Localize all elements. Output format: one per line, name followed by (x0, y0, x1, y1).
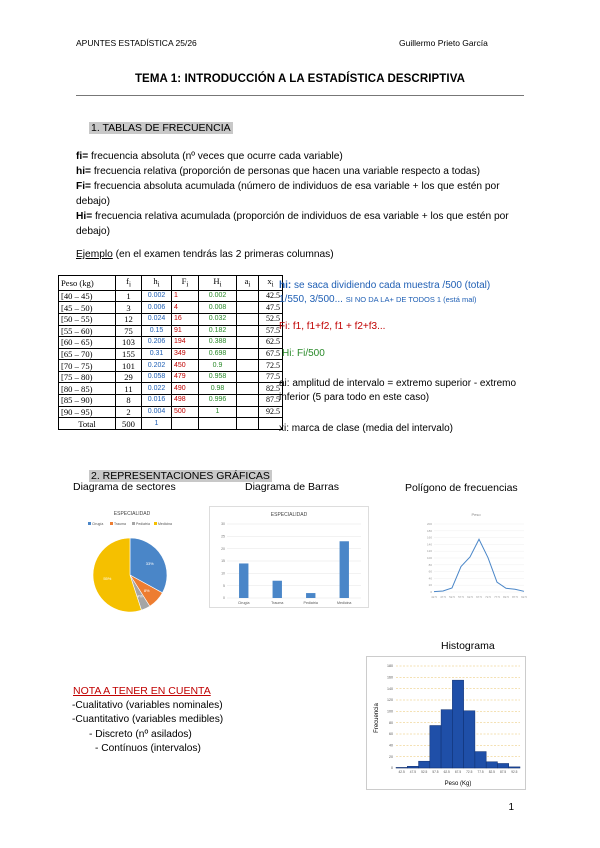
cell-Hi: 0.9 (199, 360, 237, 372)
hist-ytick: 100 (387, 709, 393, 714)
cell-total-label: Total (59, 418, 116, 430)
hist-xtick: 57.5 (432, 770, 439, 774)
cell-hi: 0.022 (142, 383, 172, 395)
line-ytick: 0 (430, 590, 432, 594)
cell-Fi: 479 (172, 371, 199, 383)
bar-ytick: 25 (221, 534, 225, 539)
section1-title: 1. TABLAS DE FRECUENCIA (91, 122, 231, 134)
pie-legend-swatch (88, 522, 91, 525)
col-peso: Peso (kg) (59, 276, 116, 291)
cell-xi: 77.5 (259, 371, 283, 383)
line-ytick: 40 (428, 576, 432, 581)
table-row (59, 348, 283, 360)
bar-ytick: 10 (221, 571, 225, 576)
col-Fi: $F_i$ (172, 276, 199, 291)
cell-Hi: 0.182 (199, 325, 237, 337)
col-fi: $f_i$ (116, 276, 142, 291)
pie-chart (82, 505, 182, 613)
col-hi: $h_i$ (142, 276, 172, 291)
hist-bar (407, 766, 418, 768)
bar (273, 581, 282, 598)
cell-peso: [50 – 55) (59, 313, 116, 325)
cell-Hi: 0.996 (199, 395, 237, 407)
cell-xi: 67.5 (259, 348, 283, 360)
bar-title: ESPECIALIDAD (270, 512, 308, 518)
cell-Fi: 16 (172, 313, 199, 325)
table-total-row (59, 418, 283, 430)
hist-ytick: 0 (391, 766, 393, 771)
line-xtick: 57.5 (458, 595, 464, 599)
cell-peso: [80 – 85) (59, 383, 116, 395)
cell-peso: [90 – 95) (59, 406, 116, 418)
line-ytick: 100 (426, 556, 432, 560)
hist-xtick: 42.5 (398, 770, 405, 774)
cell-hi: 0.006 (142, 302, 172, 314)
cell-Hi: 1 (199, 406, 237, 418)
table-row (59, 337, 283, 349)
cell-Fi: 1 (172, 290, 199, 302)
cell-ai (237, 383, 259, 395)
bar-xtick: Trauma (271, 601, 284, 605)
definition-term: fi= (76, 151, 89, 162)
cell-fi: 155 (116, 348, 142, 360)
pie-slice-label: 8% (143, 588, 150, 594)
cell-fi: 101 (116, 360, 142, 372)
label-histograma: Histograma (441, 640, 495, 652)
hist-bar (452, 680, 463, 768)
header-left: APUNTES ESTADÍSTICA 25/26 (76, 38, 197, 48)
line-ytick: 180 (426, 528, 432, 533)
cell-Fi: 4 (172, 302, 199, 314)
nota-item: -Cuantitativo (variables medibles) (72, 714, 224, 725)
cell-Hi: 0.98 (199, 383, 237, 395)
header-right: Guillermo Prieto García (399, 38, 488, 48)
note-hi-warning: SI NO DA LA+ DE TODOS 1 (está mal) (345, 295, 477, 304)
cell-ai (237, 371, 259, 383)
note-xi: xi: marca de clase (media del intervalo) (279, 423, 453, 434)
histogram-chart (366, 656, 526, 790)
definition-Fi (76, 179, 524, 209)
histogram-xlabel: Peso (Kg) (444, 781, 472, 787)
definition-text: frecuencia absoluta (nº veces que ocurre cada variable) (88, 151, 343, 162)
page-title: TEMA 1: INTRODUCCIÓN A LA ESTADÍSTICA DESCRIPTIVA (134, 73, 466, 85)
cell-xi: 62.5 (259, 337, 283, 349)
cell-peso: [85 – 90) (59, 395, 116, 407)
hist-xtick: 92.5 (511, 770, 518, 774)
nota-title: NOTA A TENER EN CUENTA (73, 685, 211, 697)
line-xtick: 62.5 (467, 595, 473, 599)
cell-xi: 72.5 (259, 360, 283, 372)
line-xtick: 47.5 (440, 595, 446, 599)
note-ai: ai: amplitud de intervalo = extremo superior - extremo inferior (5 para todo en este caso) (279, 378, 517, 403)
cell-peso: [60 – 65) (59, 337, 116, 349)
cell-fi: 3 (116, 302, 142, 314)
hist-bar (419, 761, 430, 768)
cell-fi: 2 (116, 406, 142, 418)
pie-legend-label: Cirugía (92, 522, 104, 526)
col-xi: $x_i$ (259, 276, 283, 291)
hist-ytick: 20 (389, 754, 393, 759)
pie-legend-swatch (154, 522, 157, 525)
cell-fi: 29 (116, 371, 142, 383)
cell-empty (237, 418, 259, 430)
cell-xi: 82.5 (259, 383, 283, 395)
cell-xi: 47.5 (259, 302, 283, 314)
bar-ytick: 20 (221, 546, 225, 551)
line-title: Peso (471, 512, 481, 517)
definition-term: Hi= (76, 211, 93, 222)
line-xtick: 42.5 (431, 595, 437, 599)
pie-legend-label: Pediatría (136, 522, 151, 526)
cell-hi: 0.15 (142, 325, 172, 337)
bar-xtick: Cirugía (237, 601, 250, 605)
definition-term: hi= (76, 166, 92, 177)
note-Hi: Hi: Fi/500 (282, 348, 325, 359)
table-row (59, 325, 283, 337)
section2-title: 2. REPRESENTACIONES GRÁFICAS (91, 470, 270, 482)
table-row (59, 406, 283, 418)
hist-xtick: 47.5 (409, 770, 417, 774)
cell-ai (237, 395, 259, 407)
page-number: 1 (508, 802, 514, 813)
hist-ytick: 40 (389, 743, 393, 748)
cell-fi: 8 (116, 395, 142, 407)
hist-ytick: 180 (387, 664, 393, 669)
definition-hi (76, 164, 524, 179)
pie-legend-swatch (110, 522, 113, 525)
bar-ytick: 5 (223, 583, 225, 588)
definition-term: Fi= (76, 181, 92, 192)
cell-Hi: 0.032 (199, 313, 237, 325)
hist-xtick: 72.5 (466, 770, 473, 774)
cell-peso: [75 – 80) (59, 371, 116, 383)
nota-item: -Cualitativo (variables nominales) (72, 700, 223, 711)
line-xtick: 77.5 (494, 595, 500, 599)
cell-Fi: 498 (172, 395, 199, 407)
line-xtick: 67.5 (476, 595, 482, 599)
line-xtick: 52.5 (449, 595, 455, 599)
label-sectores: Diagrama de sectores (73, 481, 176, 493)
definition-text: frecuencia relativa acumulada (proporción de individuos de esa variable + los que estén por debajo) (76, 211, 509, 237)
note-hi-text: se saca dividiendo cada muestra /500 (total) (291, 280, 491, 291)
definition-text: frecuencia relativa (proporción de personas que hacen una variable respecto a todas) (91, 166, 481, 177)
table-row (59, 360, 283, 372)
cell-fi: 1 (116, 290, 142, 302)
cell-peso: [45 – 50) (59, 302, 116, 314)
cell-Fi: 500 (172, 406, 199, 418)
bar-xtick: Medicina (337, 601, 352, 605)
cell-hi: 0.004 (142, 406, 172, 418)
hist-xtick: 62.5 (443, 770, 450, 774)
cell-Hi: 0.002 (199, 290, 237, 302)
cell-Hi: 0.958 (199, 371, 237, 383)
note-hi-example: 1/550, 3/500... (279, 294, 346, 305)
table-row (59, 313, 283, 325)
note-hi-term: hi: (279, 280, 292, 291)
hist-xtick: 82.5 (488, 770, 495, 774)
bar (340, 541, 349, 598)
table-row (59, 383, 283, 395)
line-ytick: 140 (426, 542, 432, 547)
bar-chart (209, 506, 369, 608)
bar-ytick: 0 (223, 596, 225, 601)
col-ai: $a_i$ (237, 276, 259, 291)
definition-Hi (76, 209, 524, 239)
line-xtick: 87.5 (512, 595, 518, 599)
cell-empty (199, 418, 237, 430)
bar (306, 593, 315, 598)
nota-item: - Contínuos (intervalos) (95, 743, 201, 754)
cell-ai (237, 302, 259, 314)
cell-hi: 0.016 (142, 395, 172, 407)
pie-title: ESPECIALIDAD (113, 511, 151, 517)
nota-item: - Discreto (nº asilados) (89, 729, 192, 740)
table-row (59, 290, 283, 302)
cell-ai (237, 325, 259, 337)
cell-xi: 42.5 (259, 290, 283, 302)
cell-ai (237, 406, 259, 418)
hist-bar (509, 767, 520, 768)
hist-bar (441, 710, 452, 768)
cell-xi: 92.5 (259, 406, 283, 418)
cell-hi: 0.058 (142, 371, 172, 383)
table-row (59, 371, 283, 383)
note-hi (279, 279, 529, 307)
cell-peso: [40 – 45) (59, 290, 116, 302)
cell-xi: 87.5 (259, 395, 283, 407)
line-ytick: 80 (428, 562, 432, 567)
cell-fi: 75 (116, 325, 142, 337)
bar-ytick: 30 (221, 522, 225, 527)
pie-slice-label: 4% (136, 593, 143, 599)
cell-fi: 11 (116, 383, 142, 395)
pie-slice-label: 33% (145, 560, 154, 566)
hist-ytick: 60 (389, 732, 393, 737)
hist-xtick: 87.5 (499, 770, 507, 774)
cell-empty (172, 418, 199, 430)
cell-xi: 52.5 (259, 313, 283, 325)
line-ytick: 160 (426, 535, 432, 540)
cell-ai (237, 337, 259, 349)
cell-hi: 0.024 (142, 313, 172, 325)
line-ytick: 120 (426, 549, 432, 554)
frequency-table (58, 275, 283, 430)
hist-xtick: 67.5 (454, 770, 462, 774)
pie-legend-label: Trauma (114, 522, 126, 526)
line-xtick: 92.5 (521, 595, 527, 599)
line-xtick: 72.5 (485, 595, 491, 599)
cell-xi: 57.5 (259, 325, 283, 337)
hist-ytick: 160 (387, 675, 393, 680)
table-row (59, 302, 283, 314)
example-label: Ejemplo (76, 249, 113, 260)
cell-peso: [70 – 75) (59, 360, 116, 372)
table-row (59, 395, 283, 407)
bar-xtick: Pediatría (303, 601, 318, 605)
cell-Fi: 91 (172, 325, 199, 337)
cell-peso: [55 – 60) (59, 325, 116, 337)
pie-legend-label: Medicina (158, 522, 173, 526)
cell-Fi: 490 (172, 383, 199, 395)
hist-xtick: 52.5 (421, 770, 428, 774)
cell-hi: 0.202 (142, 360, 172, 372)
line-ytick: 60 (428, 569, 432, 574)
cell-peso: [65 – 70) (59, 348, 116, 360)
hist-bar (396, 767, 407, 768)
cell-Fi: 349 (172, 348, 199, 360)
label-barras: Diagrama de Barras (245, 481, 339, 493)
example-line (76, 249, 334, 260)
hist-bar (430, 726, 441, 769)
cell-ai (237, 360, 259, 372)
hist-bar (464, 711, 475, 768)
hist-ytick: 120 (387, 698, 393, 703)
definition-fi (76, 149, 524, 164)
cell-total-hi: 1 (142, 418, 172, 430)
line-chart (418, 506, 528, 608)
cell-fi: 103 (116, 337, 142, 349)
bar-ytick: 15 (221, 559, 225, 564)
bar (239, 563, 248, 598)
title-divider (76, 95, 524, 96)
line-xtick: 82.5 (503, 595, 509, 599)
col-Hi: $H_i$ (199, 276, 237, 291)
cell-ai (237, 313, 259, 325)
hist-xtick: 77.5 (477, 770, 484, 774)
cell-Hi: 0.698 (199, 348, 237, 360)
definition-text: frecuencia absoluta acumulada (número de individuos de esa variable + los que estén por debajo) (76, 181, 500, 207)
cell-hi: 0.002 (142, 290, 172, 302)
hist-ytick: 80 (389, 720, 393, 725)
note-Fi: Fi: f1, f1+f2, f1 + f2+f3... (279, 321, 386, 332)
pie-legend-swatch (132, 522, 135, 525)
line-ytick: 200 (426, 522, 432, 526)
cell-total-fi: 500 (116, 418, 142, 430)
cell-hi: 0.206 (142, 337, 172, 349)
cell-ai (237, 290, 259, 302)
label-poligono: Polígono de frecuencias (405, 482, 518, 494)
cell-ai (237, 348, 259, 360)
cell-Hi: 0.008 (199, 302, 237, 314)
line-series (434, 539, 524, 591)
hist-ytick: 140 (387, 686, 393, 691)
hist-bar (475, 752, 486, 768)
hist-bar (486, 762, 497, 768)
cell-fi: 12 (116, 313, 142, 325)
cell-Fi: 194 (172, 337, 199, 349)
cell-Fi: 450 (172, 360, 199, 372)
line-ytick: 20 (428, 583, 432, 588)
example-text: (en el examen tendrás las 2 primeras columnas) (112, 249, 334, 260)
section1-heading (89, 118, 233, 136)
table-header-row (59, 276, 283, 291)
cell-hi: 0.31 (142, 348, 172, 360)
pie-slice-label: 55% (103, 576, 112, 582)
cell-Hi: 0.388 (199, 337, 237, 349)
hist-bar (497, 763, 508, 768)
histogram-ylabel: Frecuencia (374, 703, 380, 733)
